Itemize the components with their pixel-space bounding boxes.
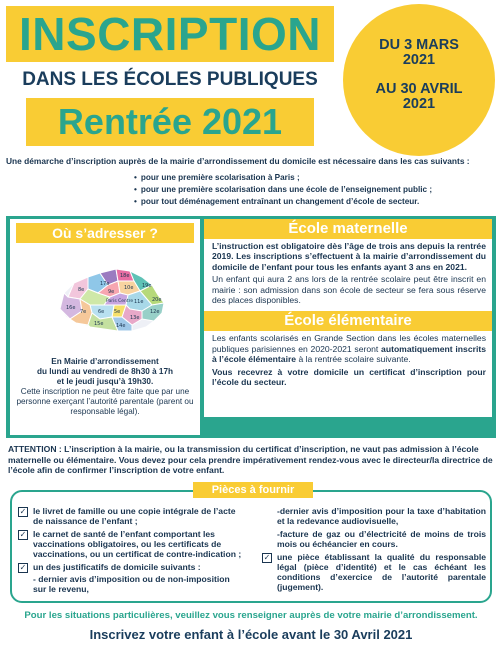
piece-subtext: - dernier avis d’imposition ou de non-imposition sur le revenu, [33, 574, 230, 594]
checkbox-icon: ✓ [19, 563, 27, 572]
date-badge [343, 4, 495, 156]
map-label-20: 20e [152, 297, 162, 303]
map-label-centre: Paris Centre [106, 299, 134, 304]
map-label-17: 17e [100, 281, 110, 287]
footer-note: Pour les situations particulières, veuillez vous renseigner auprès de votre mairie d’arrondissement. [24, 610, 478, 621]
maternelle-body [204, 239, 492, 311]
date-to-line2: 2021 [402, 96, 436, 112]
date-from-line1: DU 3 MARS [379, 37, 459, 53]
map-label-11: 11e [134, 299, 144, 305]
piece-subitem [18, 574, 243, 594]
piece-text: un des justificatifs de domicile suivants : [33, 562, 201, 572]
intro-section [6, 156, 496, 208]
piece-subitem [262, 529, 486, 549]
piece-item [18, 529, 243, 559]
map-label-9: 9e [108, 289, 115, 295]
intro-text: Une démarche d’inscription auprès de la mairie d’arrondissement du domicile est nécessaire dans les cas suivants : [6, 156, 470, 166]
address-info [10, 357, 200, 417]
attention-notice: ATTENTION : L’inscription à la mairie, ou la transmission du certificat d’inscription, ne vaut pas admission à l’école maternelle ou élémentaire. Vous devez pour cela prendre impérativement rendez-vous avec le directeur/la directrice de l’école afin de confirmer l’inscription de votre enfant. [8, 444, 493, 476]
paris-map-icon [30, 247, 180, 357]
map-label-5: 5e [114, 309, 121, 315]
intro-case: • pour tout déménagement entraînant un changement d’école de secteur. [134, 196, 496, 208]
intro-case: • pour une première scolarisation à Paris ; [134, 172, 496, 184]
elementaire-p1c: à la rentrée scolaire suivante. [296, 354, 411, 365]
address-line2: du lundi au vendredi de 8h30 à 17h [36, 367, 174, 376]
date-from-line2: 2021 [402, 52, 436, 68]
intro-case: • pour une première scolarisation dans une école de l’enseignement public ; [134, 184, 496, 196]
elementaire-p1 [212, 333, 486, 364]
pieces-right-column [262, 506, 486, 595]
map-label-13: 13e [130, 315, 140, 321]
maternelle-p2: Un enfant qui aura 2 ans lors de la rentrée scolaire peut être inscrit en mairie : son admission dans son école de secteur se fera sous réserve des places disponibles. [212, 274, 486, 306]
map-label-19: 19e [142, 283, 152, 289]
piece-text: le livret de famille ou une copie intégrale de l’acte de naissance de l’enfant ; [33, 506, 236, 526]
elementaire-body [204, 331, 492, 417]
piece-item [18, 506, 243, 526]
date-to-line1: AU 30 AVRIL [375, 81, 463, 97]
elementaire-p1b: automatiquement inscrits à l’école élémentaire [212, 343, 486, 365]
piece-text: le carnet de santé de l’enfant comportant les vaccinations obligatoires, ou les certificats de vaccinations, ou un certificat de contre-indication ; [33, 529, 242, 559]
piece-subtext: -facture de gaz ou d’électricité de moins de trois mois ou échéancier en cours. [277, 529, 486, 549]
pieces-title: Pièces à fournir [193, 482, 313, 498]
schools-panel [204, 219, 492, 435]
map-label-18: 18e [120, 273, 130, 279]
checkbox-icon: ✓ [19, 507, 27, 516]
elementaire-title: École élémentaire [204, 311, 492, 331]
piece-item [262, 552, 486, 592]
title-block [6, 6, 334, 146]
map-label-8: 8e [78, 287, 85, 293]
address-line4: Cette inscription ne peut être faite que par une personne exerçant l’autorité parentale (parent ou responsable légal). [16, 387, 194, 416]
map-label-14: 14e [116, 323, 126, 329]
map-label-12: 12e [150, 309, 160, 315]
checkbox-icon: ✓ [19, 530, 27, 539]
piece-subtext: -dernier avis d’imposition pour la taxe d’habitation et la redevance audiovisuelle, [277, 506, 486, 526]
elementaire-p2: Vous recevrez à votre domicile un certificat d’inscription pour l’école du secteur. [212, 366, 486, 388]
map-label-15: 15e [94, 321, 104, 327]
page-subtitle: DANS LES ÉCOLES PUBLIQUES [22, 69, 318, 90]
ou-sadresser-panel [10, 219, 200, 435]
ou-sadresser-title: Où s’adresser ? [16, 223, 194, 243]
map-label-10: 10e [124, 285, 134, 291]
maternelle-p1: L’instruction est obligatoire dès l’âge de trois ans depuis la rentrée 2019. Les inscriptions s’effectuent à la mairie d’arrondissement du domicile de l’enfant pour tous les enfants ayant 3 ans en 2021. [212, 241, 486, 272]
map-label-7: 7e [80, 309, 87, 315]
intro-cases-list [134, 172, 496, 208]
piece-subitem [262, 506, 486, 526]
footer-cta: Inscrivez votre enfant à l’école avant le 30 Avril 2021 [89, 627, 413, 642]
address-line1: En Mairie d’arrondissement [51, 357, 159, 366]
page-title: INSCRIPTION [6, 6, 334, 62]
pieces-left-column [18, 506, 243, 597]
map-label-6: 6e [98, 309, 105, 315]
maternelle-title: École maternelle [204, 219, 492, 239]
piece-text: une pièce établissant la qualité du responsable légal (pièce d’identité) et le cas échéant les conditions d’exercice de l’autorité parentale (jugement). [277, 552, 486, 592]
checkbox-icon: ✓ [263, 553, 271, 562]
map-label-16: 16e [66, 305, 76, 311]
address-line3: et le jeudi jusqu’à 19h30. [56, 377, 154, 386]
piece-item [18, 562, 243, 573]
elementaire-p1a: Les enfants scolarisés en Grande Section dans les écoles maternelles publiques parisiennes en 2020-2021 seront [212, 333, 486, 354]
rentree-banner: Rentrée 2021 [26, 98, 314, 146]
